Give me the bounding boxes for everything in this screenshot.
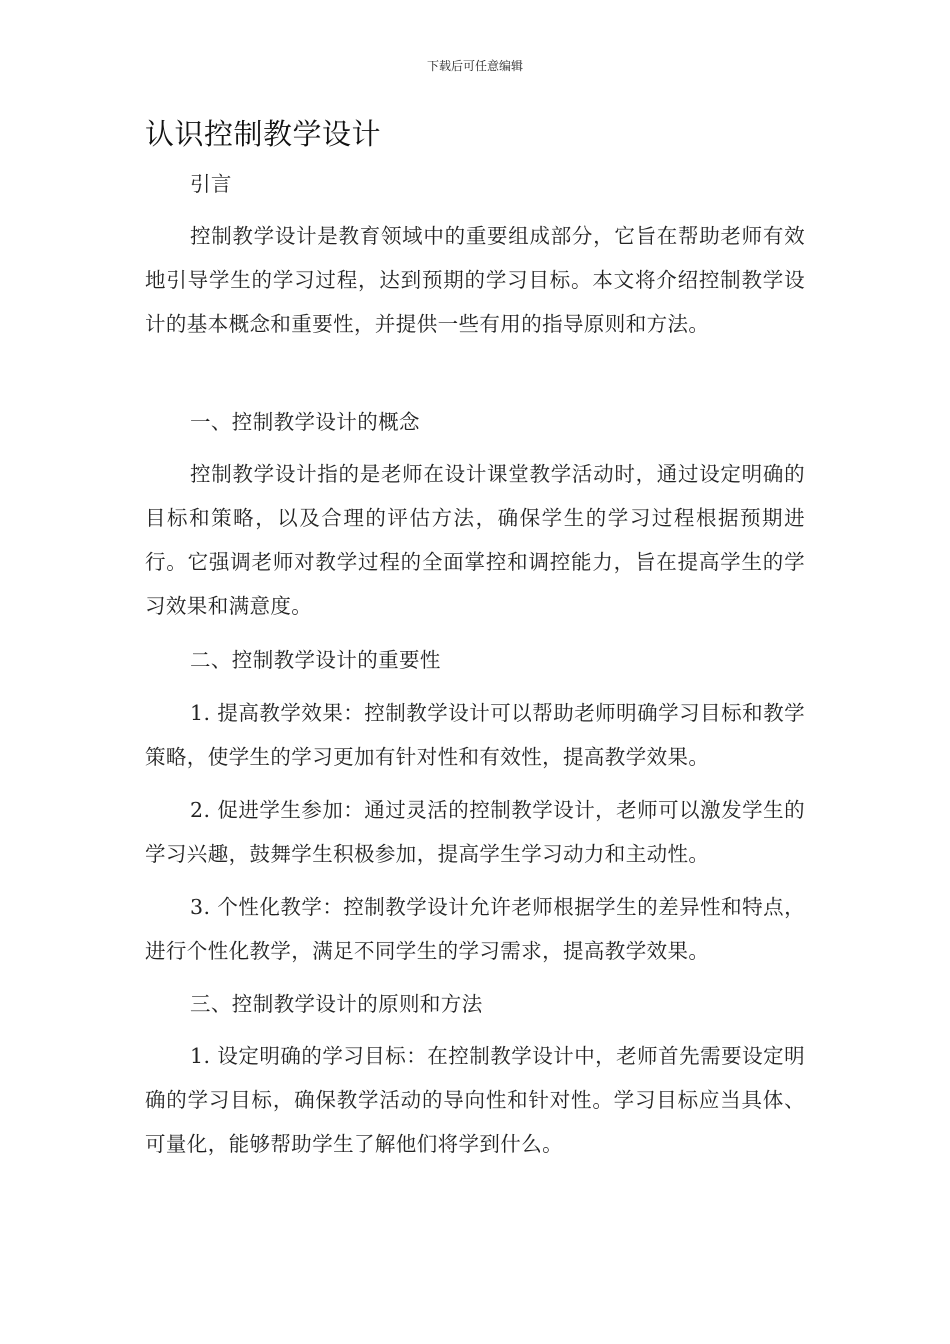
section1-heading: 一、控制教学设计的概念	[190, 410, 420, 434]
intro-heading: 引言	[190, 172, 232, 196]
page-header: 下载后可任意编辑	[426, 59, 523, 73]
section2-item-3: 3. 个性化教学：控制教学设计允许老师根据学生的差异性和特点，进行个性化教学，满足不同学生的学习需求，提高教学效果。	[145, 895, 805, 963]
section3-item-1: 1. 设定明确的学习目标：在控制教学设计中，老师首先需要设定明确的学习目标，确保教学活动的导向性和针对性。学习目标应当具体、可量化，能够帮助学生了解他们将学到什么。	[145, 1044, 805, 1156]
section3-heading: 三、控制教学设计的原则和方法	[190, 992, 483, 1016]
document-title: 认识控制教学设计	[145, 117, 382, 151]
intro-paragraph: 控制教学设计是教育领域中的重要组成部分，它旨在帮助老师有效地引导学生的学习过程，达到预期的学习目标。本文将介绍控制教学设计的基本概念和重要性，并提供一些有用的指导原则和方法。	[145, 224, 805, 336]
section2-item-2: 2. 促进学生参加：通过灵活的控制教学设计，老师可以激发学生的学习兴趣，鼓舞学生积极参加，提高学生学习动力和主动性。	[145, 798, 805, 866]
section2-item-1: 1. 提高教学效果：控制教学设计可以帮助老师明确学习目标和教学策略，使学生的学习更加有针对性和有效性，提高教学效果。	[145, 701, 805, 769]
section1-paragraph: 控制教学设计指的是老师在设计课堂教学活动时，通过设定明确的目标和策略，以及合理的评估方法，确保学生的学习过程根据预期进行。它强调老师对教学过程的全面掌控和调控能力，旨在提高学生的学习效果和满意度。	[145, 462, 805, 618]
section2-heading: 二、控制教学设计的重要性	[190, 648, 441, 672]
